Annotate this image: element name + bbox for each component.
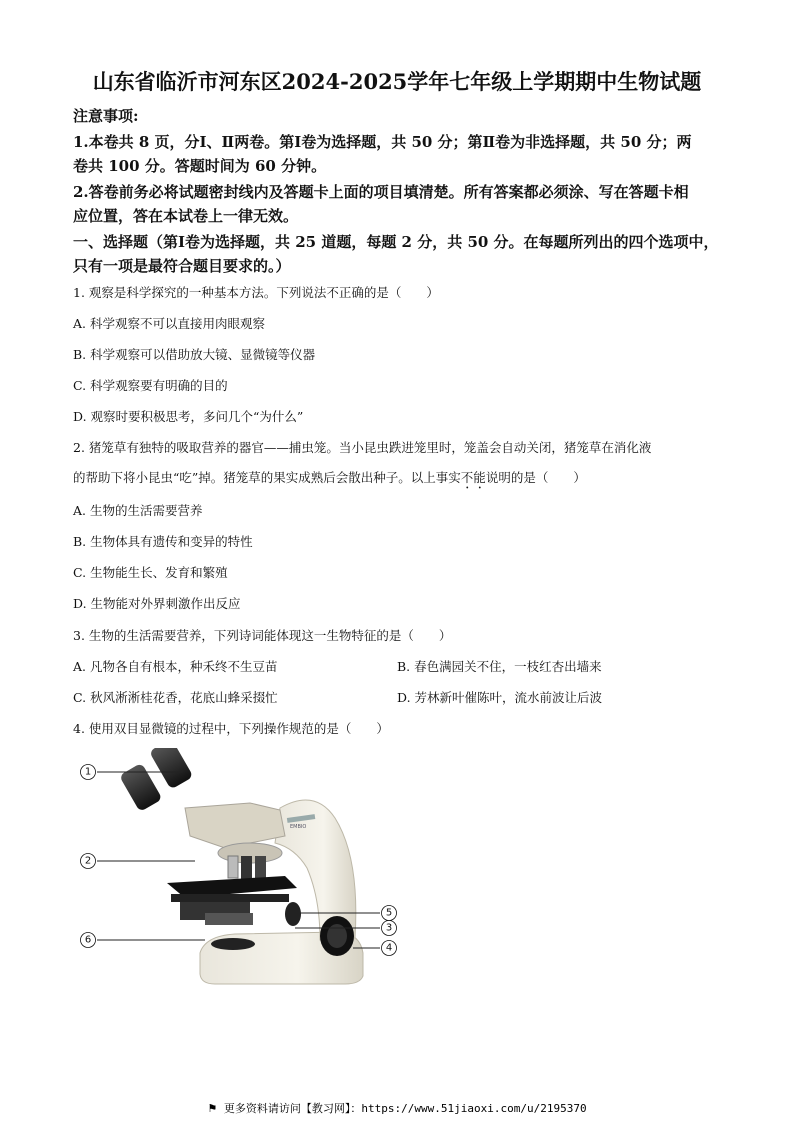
notice-heading: 注意事项:	[73, 107, 139, 125]
section-heading-line1: 一、选择题（第Ⅰ卷为选择题，共 25 道题，每题 2 分，共 50 分。在每题所列出的四个选项中，	[73, 233, 719, 251]
section-heading-line2: 只有一项是最符合题目要求的。）	[73, 257, 291, 275]
label-6: 6	[84, 934, 92, 946]
q1-option-c: C. 科学观察要有明确的目的	[73, 378, 228, 393]
q1-stem: 1. 观察是科学探究的一种基本方法。下列说法不正确的是（ ）	[73, 285, 439, 300]
q2-option-c: C. 生物能生长、发育和繁殖	[73, 565, 228, 580]
brand-mark: EMBIO	[290, 824, 307, 830]
label-5: 5	[385, 907, 393, 919]
q2-option-a: A. 生物的生活需要营养	[73, 503, 203, 518]
q1-option-a: A. 科学观察不可以直接用肉眼观察	[73, 316, 265, 331]
notice-item2-line2: 应位置，答在本试卷上一律无效。	[73, 207, 299, 225]
notice-item2-line1: 2.答卷前务必将试题密封线内及答题卡上面的项目填清楚。所有答案都必须涂、写在答题卡相	[73, 183, 689, 201]
label-3: 3	[385, 922, 393, 934]
q2-stem-line1: 2. 猪笼草有独特的吸取营养的器官——捕虫笼。当小昆虫跌进笼里时，笼盖会自动关闭，猪笼草在消化液	[73, 440, 652, 455]
microscope-figure	[75, 748, 415, 1003]
q2-option-d: D. 生物能对外界刺激作出反应	[73, 596, 241, 611]
label-1: 1	[84, 766, 92, 778]
page-title: 山东省临沂市河东区2024-2025学年七年级上学期期中生物试题	[92, 69, 702, 94]
label-2: 2	[84, 855, 92, 867]
label-4: 4	[385, 942, 393, 954]
q3-option-c: C. 秋风淅淅桂花香，花底山蜂采掇忙	[73, 690, 278, 705]
notice-item1-line1: 1.本卷共 8 页，分Ⅰ、Ⅱ两卷。第Ⅰ卷为选择题，共 50 分；第Ⅱ卷为非选择题，共 50 分；两	[73, 133, 692, 151]
flag-icon: ⚑	[207, 1102, 218, 1115]
q1-option-d: D. 观察时要积极思考，多问几个“为什么”	[73, 409, 304, 424]
light-source	[211, 938, 255, 950]
q2-option-b: B. 生物体具有遗传和变异的特性	[73, 534, 253, 549]
footer	[0, 1100, 794, 1116]
q2-emphasis: 不能	[460, 470, 486, 485]
q2-stem-line2	[73, 468, 723, 492]
q3-stem: 3. 生物的生活需要营养，下列诗词能体现这一生物特征的是（ ）	[73, 628, 452, 643]
footer-text[interactable]: 更多资料请访问【教习网】：https://www.51jiaoxi.com/u/2195370	[223, 1102, 587, 1115]
q2-stem-pre: 的帮助下将小昆虫“吃”掉。猪笼草的果实成熟后会散出种子。以上事实	[73, 470, 461, 485]
q4-stem: 4. 使用双目显微镜的过程中，下列操作规范的是（ ）	[73, 721, 389, 736]
notice-item1-line2: 卷共 100 分。答题时间为 60 分钟。	[73, 157, 327, 175]
q3-option-b: B. 春色满园关不住，一枝红杏出墙来	[397, 659, 602, 674]
q2-stem-post: 说明的是（ ）	[485, 470, 586, 485]
q1-option-b: B. 科学观察可以借助放大镜、显微镜等仪器	[73, 347, 316, 362]
q3-option-d: D. 芳林新叶催陈叶，流水前波让后波	[397, 690, 603, 705]
q3-option-a: A. 凡物各自有根本，种禾终不生豆苗	[73, 659, 278, 674]
